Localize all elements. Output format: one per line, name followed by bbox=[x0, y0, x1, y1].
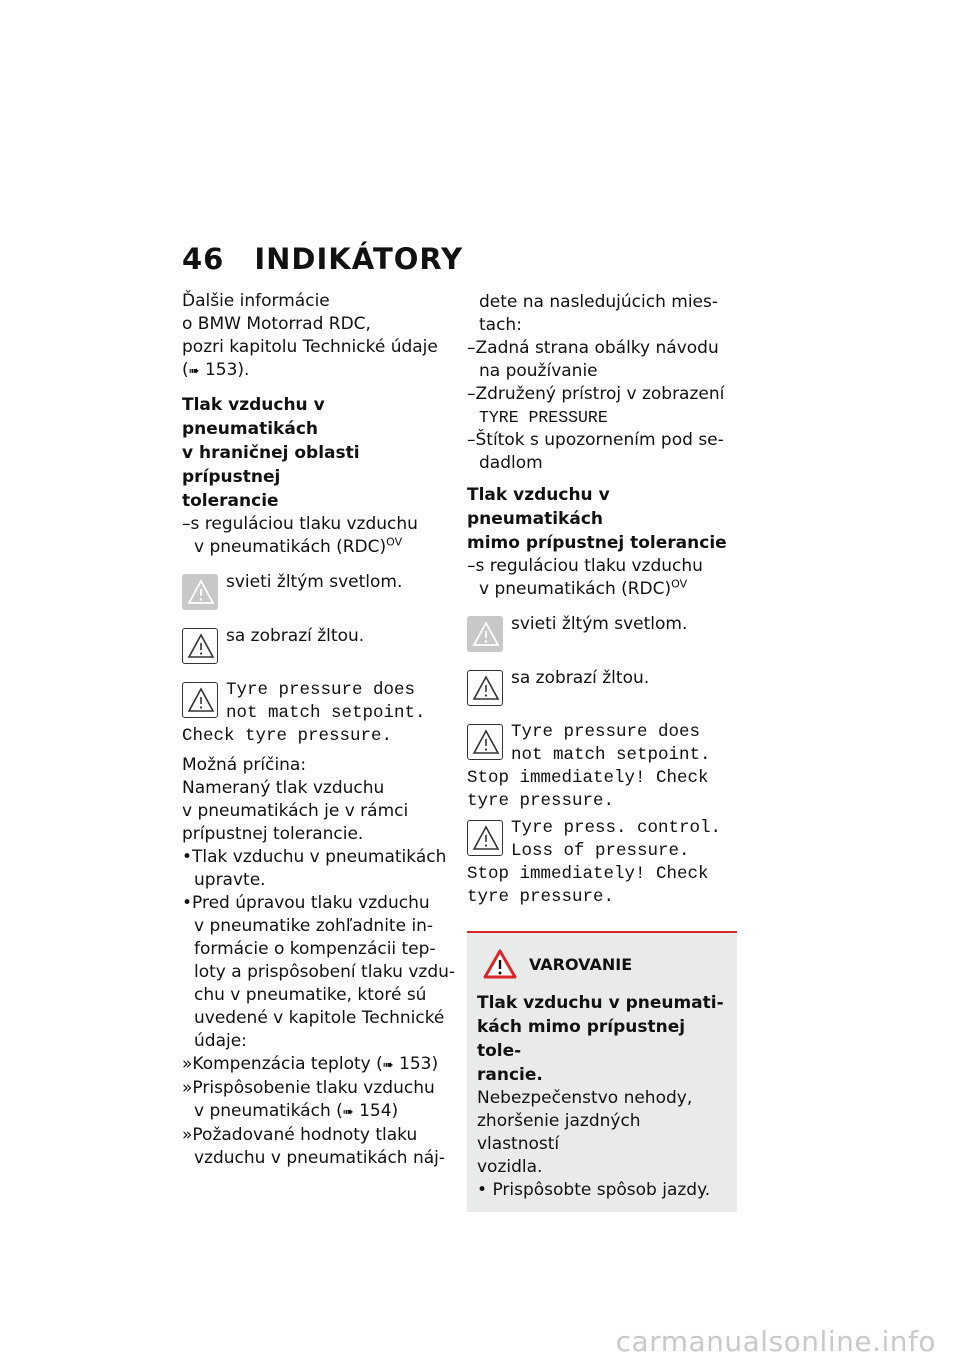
location-text: Štítok s upozornením pod se- bbox=[475, 430, 724, 450]
page-header bbox=[182, 242, 463, 276]
heading-line: mimo prípustnej tolerancie bbox=[467, 533, 727, 553]
triangle-warning-icon bbox=[182, 682, 218, 718]
left-column bbox=[182, 290, 457, 1170]
indicator-row bbox=[182, 679, 457, 725]
cause-line: v pneumatikách je v rámci bbox=[182, 801, 409, 821]
location-item: –Štítok s upozornením pod se- bbox=[467, 430, 724, 450]
page-ref-arrow-icon: ➠ bbox=[342, 1105, 354, 1120]
intro-line: Ďalšie informácie bbox=[182, 291, 330, 311]
option-sup: OV bbox=[671, 577, 688, 591]
triangle-warning-icon bbox=[467, 724, 503, 760]
heading-line: v hraničnej oblasti prípustnej bbox=[182, 443, 360, 487]
warning-body: zhoršenie jazdných vlastností bbox=[477, 1111, 641, 1154]
warning-header bbox=[477, 945, 727, 983]
page-ref: 153) bbox=[399, 1054, 439, 1074]
condition-item bbox=[182, 536, 457, 559]
right-column bbox=[467, 291, 737, 1212]
condition-text: s reguláciou tlaku vzduchu bbox=[190, 514, 418, 534]
heading-line: Tlak vzduchu v pneumatikách bbox=[182, 395, 325, 439]
reference-item[interactable]: »Kompenzácia teploty (➠ 153) bbox=[182, 1054, 439, 1074]
cause-title: Možná príčina: bbox=[182, 755, 307, 775]
condition-text: s reguláciou tlaku vzduchu bbox=[475, 556, 703, 576]
display-message: tyre pressure. bbox=[467, 887, 615, 907]
page-ref: 154) bbox=[359, 1101, 399, 1121]
cause-line: prípustnej tolerancie. bbox=[182, 824, 364, 844]
page-ref-arrow-icon: ➠ bbox=[188, 364, 200, 379]
warning-body: vozidla. bbox=[477, 1157, 543, 1177]
bullet-text: údaje: bbox=[194, 1031, 247, 1051]
page-ref-arrow-icon: ➠ bbox=[382, 1058, 394, 1073]
section-heading bbox=[467, 483, 737, 555]
bullet-text: Pred úpravou tlaku vzduchu bbox=[192, 893, 430, 913]
reference-text: vzduchu v pneumatikách náj- bbox=[194, 1148, 446, 1168]
display-message: TYRE PRESSURE bbox=[479, 408, 608, 427]
reference-text: Požadované hodnoty tlaku bbox=[192, 1125, 418, 1145]
display-message: tyre pressure. bbox=[467, 791, 615, 811]
cause-line: Nameraný tlak vzduchu bbox=[182, 778, 385, 798]
warning-box bbox=[467, 931, 737, 1212]
reference-text: Prispôsobenie tlaku vzduchu bbox=[192, 1078, 435, 1098]
continued-text: tach: bbox=[479, 315, 522, 335]
intro-line: pozri kapitolu Technické údaje bbox=[182, 337, 438, 357]
indicator-row bbox=[467, 667, 737, 707]
heading-line: tolerancie bbox=[182, 491, 279, 511]
intro-line: o BMW Motorrad RDC, bbox=[182, 314, 371, 334]
continued-text: dete na nasledujúcich mies- bbox=[479, 292, 718, 312]
triangle-warning-icon bbox=[467, 820, 503, 856]
bullet-text: upravte. bbox=[194, 870, 266, 890]
watermark: carmanualsonline.info bbox=[615, 1325, 936, 1358]
display-message: not match setpoint. bbox=[511, 745, 711, 765]
warning-title bbox=[477, 991, 727, 1087]
reference-item: »Požadované hodnoty tlaku bbox=[182, 1125, 418, 1145]
option-sup: OV bbox=[386, 535, 403, 549]
indicator-row bbox=[182, 625, 457, 665]
page-number: 46 bbox=[182, 242, 225, 276]
display-message: Loss of pressure. bbox=[511, 841, 690, 861]
condition-item bbox=[467, 578, 737, 601]
dash: – bbox=[182, 514, 191, 534]
indicator-row bbox=[467, 721, 737, 767]
location-item: –Zadná strana obálky návodu bbox=[467, 338, 719, 358]
triangle-warning-icon bbox=[467, 616, 503, 652]
condition-text: v pneumatikách (RDC) bbox=[194, 537, 387, 557]
page-title: INDIKÁTORY bbox=[254, 242, 464, 276]
bullet-text: v pneumatike zohľadnite in- bbox=[194, 916, 434, 936]
location-text: Zadná strana obálky návodu bbox=[475, 338, 719, 358]
location-item: –Združený prístroj v zobrazení bbox=[467, 384, 725, 404]
paren: ( bbox=[182, 360, 189, 380]
display-message: Tyre pressure does bbox=[511, 722, 701, 742]
bullet-text: uvedené v kapitole Technické bbox=[194, 1008, 445, 1028]
condition-item bbox=[182, 513, 457, 536]
display-message: Tyre press. control. bbox=[511, 818, 722, 838]
intro-line bbox=[182, 359, 457, 383]
warning-body: Nebezpečenstvo nehody, bbox=[477, 1088, 693, 1108]
indicator-text: svieti žltým svetlom. bbox=[511, 614, 688, 634]
warning-triangle-icon bbox=[483, 949, 517, 979]
display-message: Stop immediately! Check bbox=[467, 864, 709, 884]
indicator-text: sa zobrazí žltou. bbox=[511, 668, 650, 688]
display-message: Tyre pressure does bbox=[226, 680, 416, 700]
bullet-text: formácie o kompenzácii tep- bbox=[194, 939, 436, 959]
condition-item: –s reguláciou tlaku vzduchu bbox=[467, 556, 703, 576]
warning-bullet: • Prispôsobte spôsob jazdy. bbox=[477, 1180, 711, 1200]
bullet-item: •Tlak vzduchu v pneumatikách bbox=[182, 847, 447, 867]
bullet-text: Tlak vzduchu v pneumatikách bbox=[192, 847, 447, 867]
warning-label: VAROVANIE bbox=[529, 954, 633, 974]
warning-bullet-text: Prispôsobte spôsob jazdy. bbox=[492, 1180, 711, 1200]
bullet-text: loty a prispôsobení tlaku vzdu- bbox=[194, 962, 456, 982]
location-text: dadlom bbox=[479, 453, 543, 473]
section-heading bbox=[182, 393, 457, 513]
warning-title-line: rancie. bbox=[477, 1065, 543, 1085]
triangle-warning-icon bbox=[182, 574, 218, 610]
display-message: not match setpoint. bbox=[226, 703, 426, 723]
indicator-text: svieti žltým svetlom. bbox=[226, 572, 403, 592]
reference-text: Kompenzácia teploty ( bbox=[192, 1054, 383, 1074]
display-message: Check tyre pressure. bbox=[182, 726, 393, 746]
bullet-item: •Pred úpravou tlaku vzduchu bbox=[182, 893, 430, 913]
reference-item bbox=[182, 1100, 457, 1124]
bullet-text: chu v pneumatike, ktoré sú bbox=[194, 985, 427, 1005]
indicator-text: sa zobrazí žltou. bbox=[226, 626, 365, 646]
triangle-warning-icon bbox=[467, 670, 503, 706]
display-message: Stop immediately! Check bbox=[467, 768, 709, 788]
page-ref[interactable]: 153). bbox=[204, 360, 250, 380]
indicator-row bbox=[182, 571, 457, 611]
warning-title-line: kách mimo prípustnej tole- bbox=[477, 1017, 686, 1061]
location-text: na používanie bbox=[479, 361, 598, 381]
location-text: Združený prístroj v zobrazení bbox=[475, 384, 725, 404]
indicator-row bbox=[467, 817, 737, 863]
warning-title-line: Tlak vzduchu v pneumati- bbox=[477, 993, 724, 1013]
heading-line: Tlak vzduchu v pneumatikách bbox=[467, 485, 610, 529]
indicator-row bbox=[467, 613, 737, 653]
condition-text: v pneumatikách (RDC) bbox=[479, 579, 672, 599]
reference-text: v pneumatikách ( bbox=[194, 1101, 343, 1121]
triangle-warning-icon bbox=[182, 628, 218, 664]
reference-item[interactable]: »Prispôsobenie tlaku vzduchu bbox=[182, 1078, 435, 1098]
